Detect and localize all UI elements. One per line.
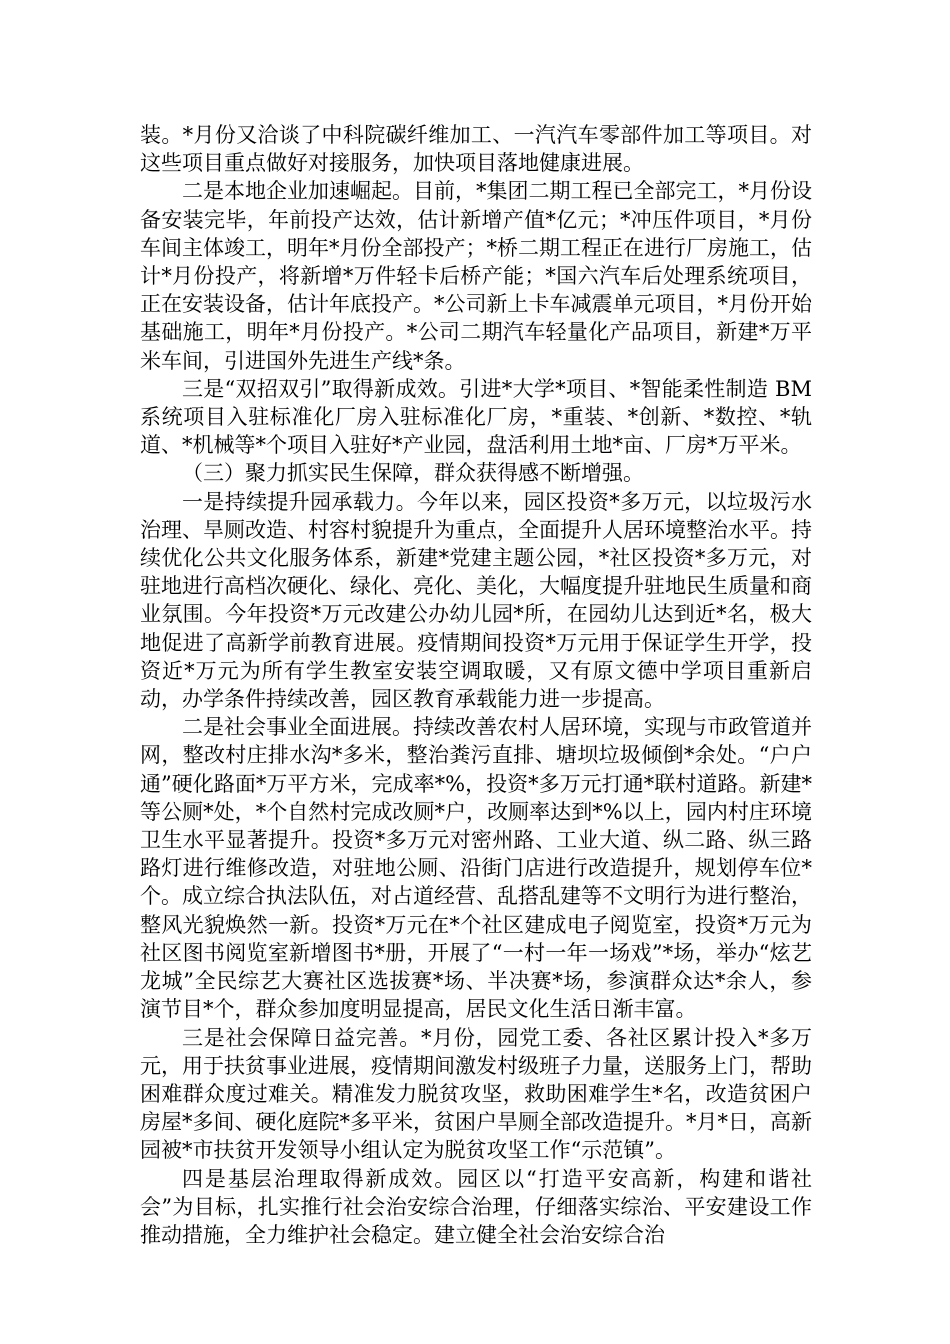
section-heading-livelihood: （三）聚力抓实民生保障，群众获得感不断增强。 [182,461,644,486]
paragraph-park-capacity: 一是持续提升园承载力。今年以来，园区投资*多万元，以垃圾污水治理、旱厕改造、村容村貌提升为重点，全面提升人居环境整治水平。持续优化公共文化服务体系，新建*党建主题公园，*社区投资*多万元，对驻地进行高档次硬化、绿化、亮化、美化，大幅度提升驻地民生质量和商业氛围。今年投资*万元改建公办幼儿园*所，在园幼儿达到近*名，极大地促进了高新学前教育进展。疫情期间投资*万元用于保证学生开学，投资近*万元为所有学生教室安装空调取暖，又有原文德中学项目重新启动，办学条件持续改善，园区教育承载能力进一步提高。 [140,489,812,712]
paragraph-continuation: 装。*月份又洽谈了中科院碳纤维加工、一汽汽车零部件加工等项目。对这些项目重点做好对接服务，加快项目落地健康进展。 [140,123,812,176]
document-body [140,121,812,1249]
paragraph-social-undertakings: 二是社会事业全面进展。持续改善农村人居环境，实现与市政管道并网，整改村庄排水沟*多米，整治粪污直排、塘坝垃圾倾倒*余处。“户户通”硬化路面*万平方米，完成率*%，投资*多万元打通*联村道路。新建*等公厕*处，*个自然村完成改厕*户，改厕率达到*%以上，园内村庄环境卫生水平显著提升。投资*多万元对密州路、工业大道、纵二路、纵三路路灯进行维修改造，对驻地公厕、沿街门店进行改造提升，规划停车位*个。成立综合执法队伍，对占道经营、乱搭乱建等不文明行为进行整治，整风光貌焕然一新。投资*万元在*个社区建成电子阅览室，投资*万元为社区图书阅览室新增图书*册，开展了“一村一年一场戏”*场，举办“炫艺龙城”全民综艺大赛社区选拔赛*场、半决赛*场，参演群众达*余人，参演节目*个，群众参加度明显提高，居民文化生活日渐丰富。 [140,715,812,1022]
paragraph-social-security: 三是社会保障日益完善。*月份，园党工委、各社区累计投入*多万元，用于扶贫事业进展，疫情期间激发村级班子力量，送服务上门，帮助困难群众度过难关。精准发力脱贫攻坚，救助困难学生*名，改造贫困户房屋*多间、硬化庭院*多平米，贫困户旱厕全部改造提升。*月*日，高新园被*市扶贫开发领导小组认定为脱贫攻坚工作“示范镇”。 [140,1025,812,1163]
paragraph-local-enterprises: 二是本地企业加速崛起。目前，*集团二期工程已全部完工，*月份设备安装完毕，年前投产达效，估计新增产值*亿元；*冲压件项目，*月份车间主体竣工，明年*月份全部投产；*桥二期工程正在进行厂房施工，估计*月份投产，将新增*万件轻卡后桥产能；*国六汽车后处理系统项目，正在安装设备，估计年底投产。*公司新上卡车减震单元项目，*月份开始基础施工，明年*月份投产。*公司二期汽车轻量化产品项目，新建*万平米车间，引进国外先进生产线*条。 [140,179,812,373]
paragraph-investment-attraction: 三是“双招双引”取得新成效。引进*大学*项目、*智能柔性制造 BM 系统项目入驻标准化厂房入驻标准化厂房，*重装、*创新、*数控、*轨道、*机械等*个项目入驻好*产业园，盘活利用土地*亩、厂房*万平米。 [140,376,812,458]
paragraph-grassroots-governance: 四是基层治理取得新成效。园区以“打造平安高新，构建和谐社会”为目标，扎实推行社会治安综合治理，仔细落实综治、平安建设工作推动措施，全力维护社会稳定。建立健全社会治安综合治 [140,1166,812,1247]
